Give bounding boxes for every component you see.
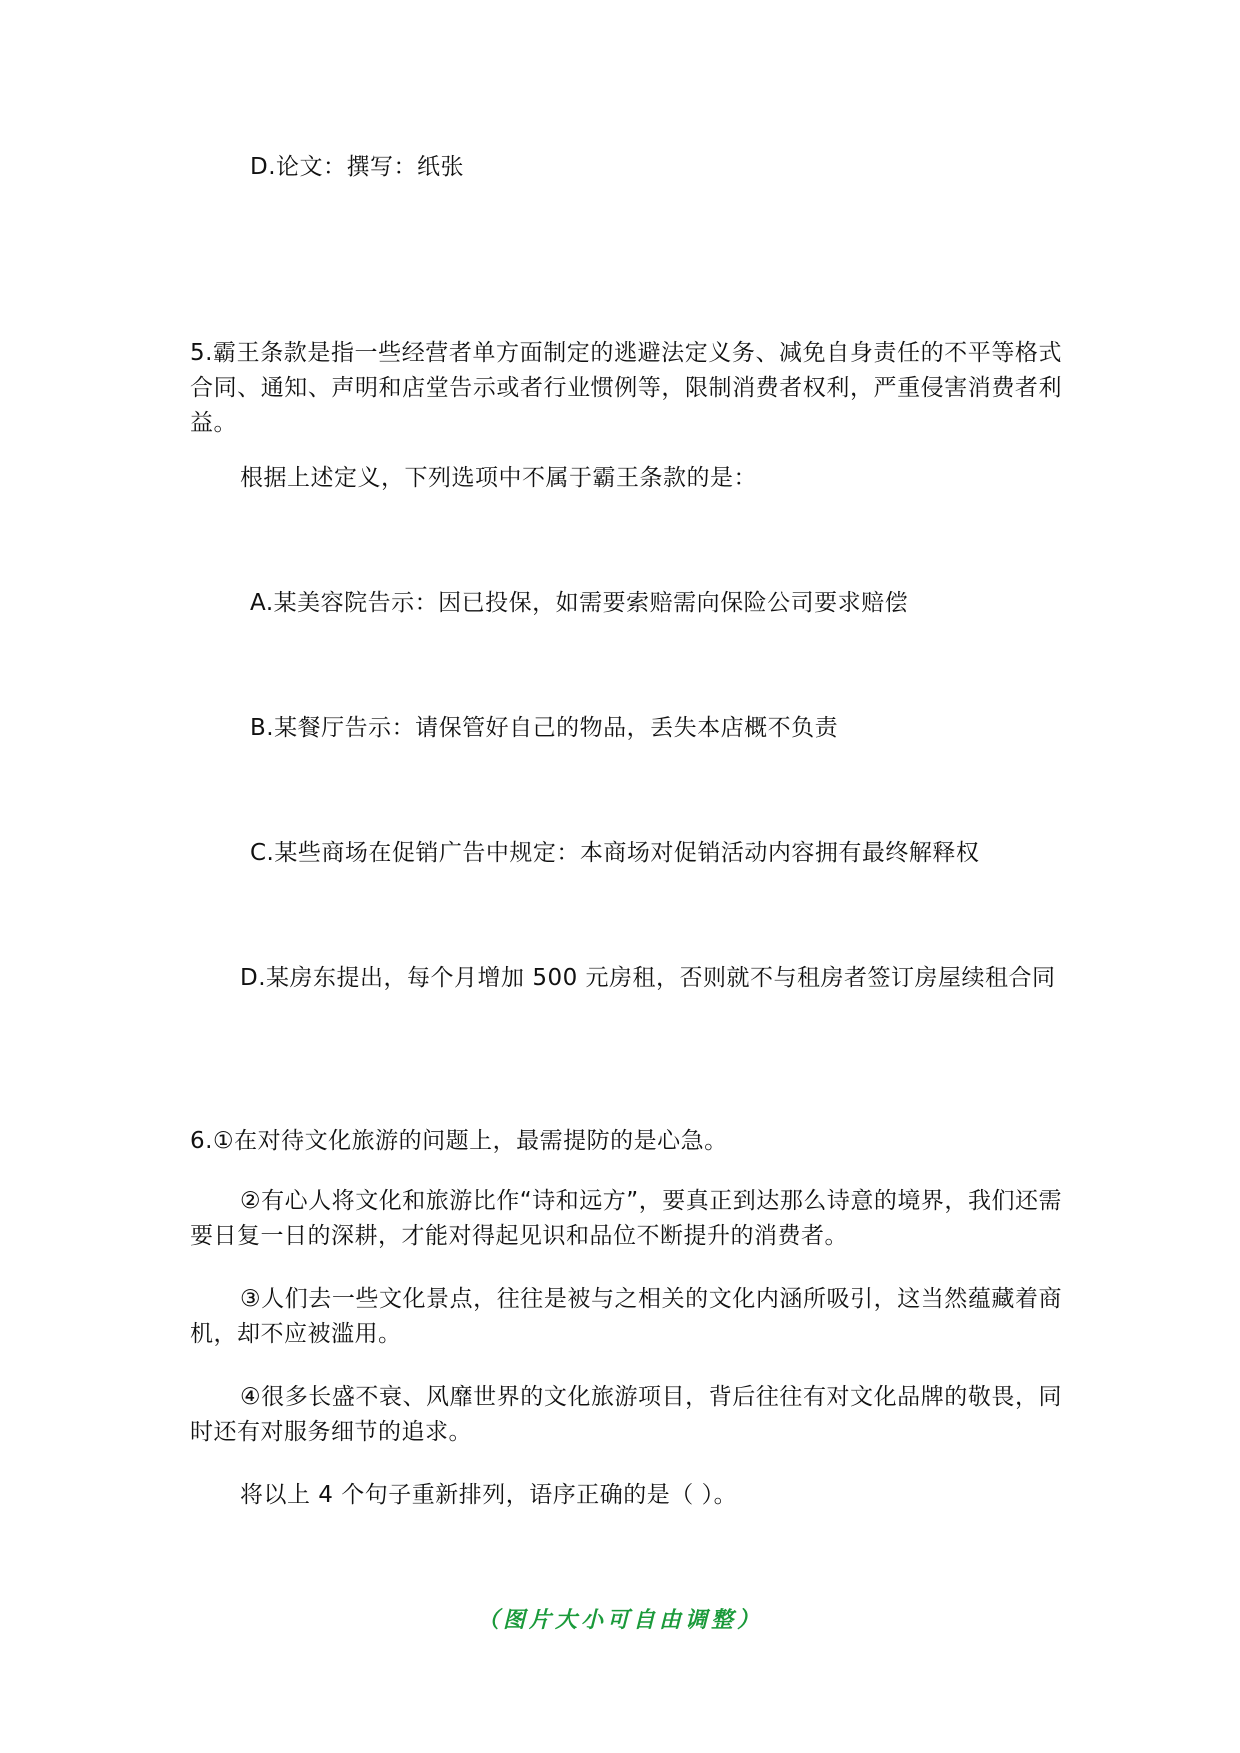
- q6-sentence-2: ②有心人将文化和旅游比作“诗和远方”，要真正到达那么诗意的境界，我们还需要日复一日的深耕，才能对得起见识和品位不断提升的消费者。: [190, 1188, 1062, 1249]
- q5-question: 根据上述定义，下列选项中不属于霸王条款的是：: [240, 465, 757, 491]
- q6-sentence-3: ③人们去一些文化景点，往往是被与之相关的文化内涵所吸引，这当然蕴藏着商机，却不应被滥用。: [190, 1286, 1062, 1347]
- q5-option-b: B.某餐厅告示：请保管好自己的物品，丢失本店概不负责: [250, 715, 839, 741]
- q5-stem: 5.霸王条款是指一些经营者单方面制定的逃避法定义务、减免自身责任的不平等格式合同、通知、声明和店堂告示或者行业惯例等，限制消费者权利，严重侵害消费者利益。: [190, 340, 1062, 436]
- image-resize-note: （图片大小可自由调整）: [476, 1608, 763, 1633]
- q6-sentence-1: 6.①在对待文化旅游的问题上，最需提防的是心急。: [190, 1128, 728, 1154]
- q6-sentence-4: ④很多长盛不衰、风靡世界的文化旅游项目，背后往往有对文化品牌的敬畏，同时还有对服务细节的追求。: [190, 1384, 1062, 1445]
- q4-option-d: D.论文：撰写：纸张: [250, 154, 465, 180]
- q5-option-d: D.某房东提出，每个月增加 500 元房租，否则就不与租房者签订房屋续租合同: [240, 965, 1056, 991]
- q5-option-a: A.某美容院告示：因已投保，如需要索赔需向保险公司要求赔偿: [250, 590, 909, 616]
- q5-option-c: C.某些商场在促销广告中规定：本商场对促销活动内容拥有最终解释权: [250, 840, 980, 866]
- q6-question: 将以上 4 个句子重新排列，语序正确的是（ ）。: [240, 1482, 738, 1508]
